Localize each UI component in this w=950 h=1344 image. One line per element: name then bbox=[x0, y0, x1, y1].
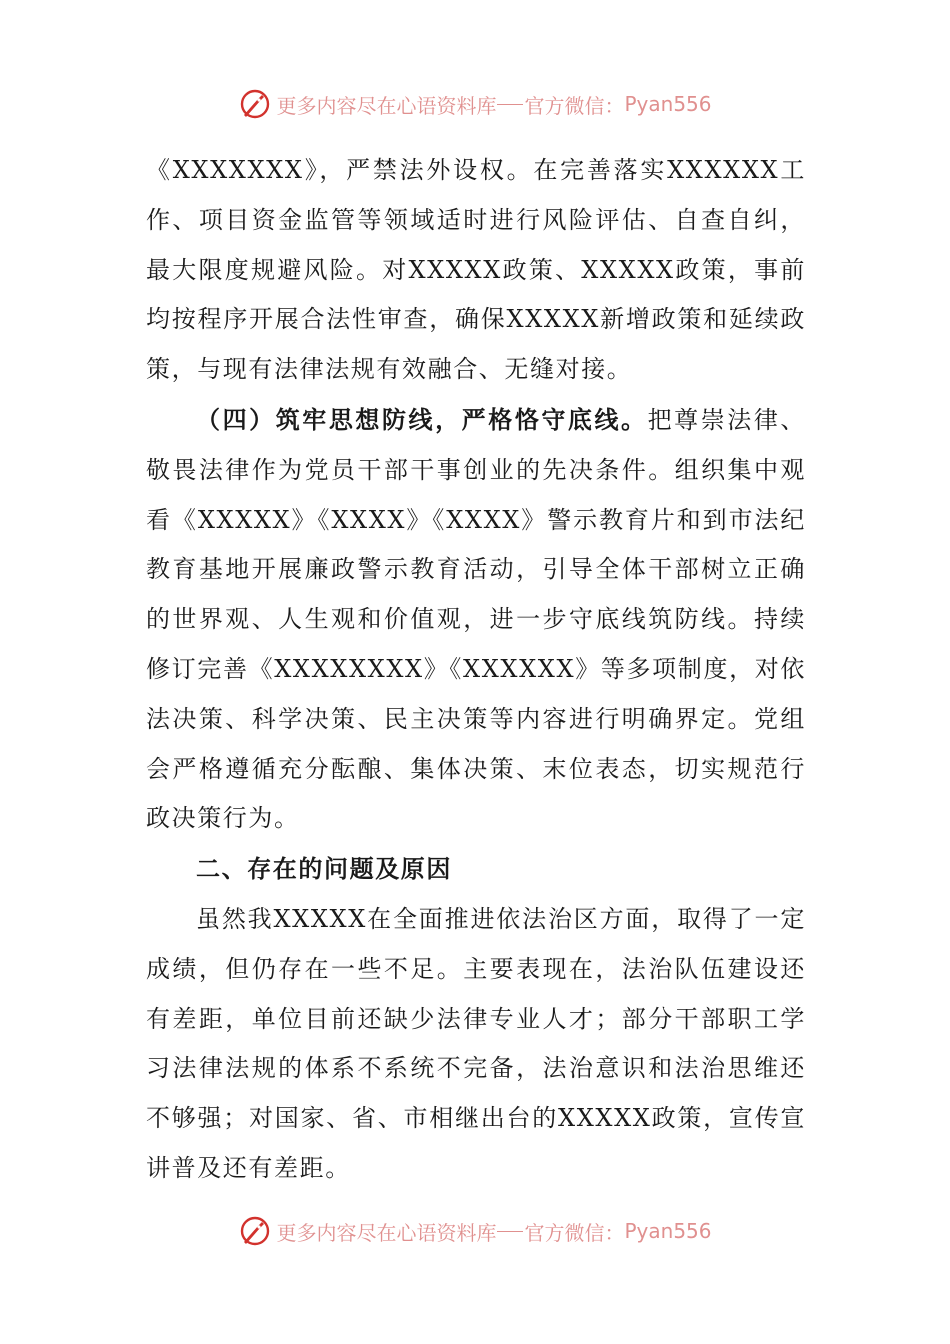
paragraph-2-text: 把尊崇法律、敬畏法律作为党员干部干事创业的先决条件。组织集中观看《XXXXX》《XXXX》《XXXX》警示教育片和到市法纪教育基地开展廉政警示教育活动，引导全体干部树立正确的世界观、人生观和价值观，进一步守底线筑防线。持续修订完善《XXXXXXXX》《XXXXXX》等多项制度，对依法决策、科学决策、民主决策等内容进行明确界定。党组会严格遵循充分酝酿、集体决策、末位表态，切实规范行政决策行为。 bbox=[146, 405, 806, 833]
banner-wechat-id: Pyan556 bbox=[624, 1219, 712, 1243]
pen-nib-circle-icon bbox=[238, 87, 272, 121]
banner-text: 更多内容尽在心语资料库 bbox=[276, 1220, 497, 1245]
banner-dash bbox=[497, 1231, 523, 1232]
paragraph-3-text: 虽然我XXXXX在全面推进依法治区方面，取得了一定成绩，但仍存在一些不足。主要表现在，法治队伍建设还有差距，单位目前还缺少法律专业人才；部分干部职工学习法律法规的体系不系统不完备，法治意识和法治思维还不够强；对国家、省、市相继出台的XXXXX政策，宣传宣讲普及还有差距。 bbox=[146, 904, 806, 1182]
banner-dash bbox=[497, 104, 523, 105]
section-heading bbox=[146, 844, 806, 895]
document-body bbox=[146, 146, 806, 1194]
paragraph-2-heading: （四）筑牢思想防线，严格恪守底线。 bbox=[196, 404, 648, 434]
paragraph-1-text: 《XXXXXXX》，严禁法外设权。在完善落实XXXXXX工作、项目资金监管等领域适时进行风险评估、自查自纠，最大限度规避风险。对XXXXX政策、XXXXX政策，事前均按程序开展合法性审查，确保XXXXX新增政策和延续政策，与现有法律法规有效融合、无缝对接。 bbox=[146, 156, 806, 384]
banner-wechat-label: 官方微信： bbox=[524, 1220, 625, 1245]
banner-text: 更多内容尽在心语资料库 bbox=[276, 93, 497, 118]
banner-wechat-id: Pyan556 bbox=[624, 92, 712, 116]
pen-nib-circle-icon bbox=[238, 1214, 272, 1248]
footer-watermark-banner bbox=[0, 1211, 950, 1251]
banner-wechat-label: 官方微信： bbox=[524, 93, 625, 118]
section-heading-text: 二、存在的问题及原因 bbox=[196, 854, 452, 884]
paragraph-1 bbox=[146, 146, 806, 395]
header-watermark-banner bbox=[0, 84, 950, 124]
paragraph-2 bbox=[146, 395, 806, 844]
paragraph-3 bbox=[146, 895, 806, 1194]
